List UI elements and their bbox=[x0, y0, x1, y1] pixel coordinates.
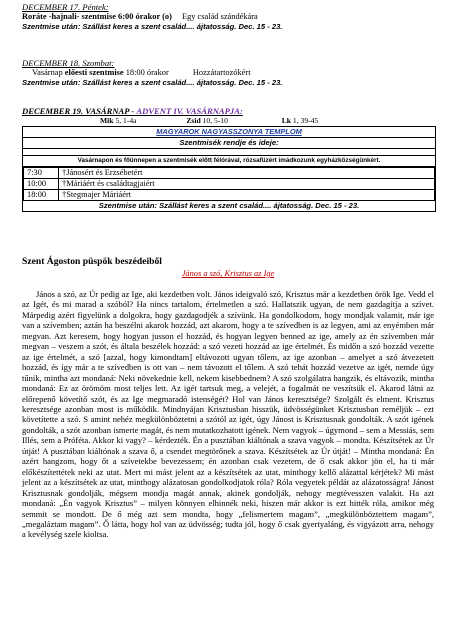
dec19-after: Szentmise után: Szállást keres a szent család.... ájtatosság. Dec. 15 - 23. bbox=[98, 201, 360, 210]
article-header bbox=[22, 256, 434, 280]
mass-intention: †Stegmajer Máriáért bbox=[59, 190, 435, 201]
table-row bbox=[24, 168, 435, 179]
reading-ref: 10, 5-10 bbox=[202, 116, 228, 125]
dec18-header: DECEMBER 18. Szombat: bbox=[22, 58, 115, 68]
mass-time: 18:00 bbox=[24, 190, 59, 201]
reading-book: Zsid bbox=[186, 116, 201, 125]
dec19-header bbox=[22, 106, 434, 116]
dec17-mass bbox=[22, 12, 434, 22]
dec17-mass-note: Egy család szándékára bbox=[181, 12, 258, 21]
article-title: Szent Ágoston püspök beszédeiből bbox=[22, 256, 162, 267]
table-row bbox=[24, 190, 435, 201]
dec18-after: Szentmise után: Szállást keres a szent család.... ájtatosság. Dec. 15 - 23. bbox=[22, 78, 283, 87]
dec17-after: Szentmise után: Szállást keres a szent család.... ájtatosság. Dec. 15 - 23. bbox=[22, 22, 283, 31]
dec18-mass-time: 18:00 órakor bbox=[125, 68, 169, 77]
dec17-mass-name: Roráte -hajnali- szentmise 6:00 órakor (o) bbox=[22, 12, 172, 21]
reading-ref: 1, 39-45 bbox=[292, 116, 319, 125]
dec19-header-main: DECEMBER 19. VASÁRNAP - bbox=[22, 106, 135, 116]
dec18-section bbox=[22, 58, 434, 88]
mass-intention: †Jánosért és Erzsébetért bbox=[59, 168, 435, 179]
mass-time: 7:30 bbox=[24, 168, 59, 179]
dec19-readings bbox=[22, 116, 434, 125]
mass-schedule-box bbox=[22, 126, 436, 212]
mass-time: 10:00 bbox=[24, 179, 59, 190]
reading-ref: 5, 1-4a bbox=[115, 116, 137, 125]
dec19-section bbox=[22, 106, 434, 125]
schedule-table bbox=[23, 167, 435, 201]
dec17-header: DECEMBER 17. Péntek: bbox=[22, 2, 109, 12]
article-body bbox=[22, 289, 434, 540]
dec19-header-advent: ADVENT IV. VASÁRNAPJA: bbox=[136, 106, 243, 116]
church-name: MAGYAROK NAGYASSZONYA TEMPLOM bbox=[23, 127, 435, 138]
table-row bbox=[24, 179, 435, 190]
schedule-title: Szentmisék rendje és ideje: bbox=[23, 138, 435, 149]
mass-intention: †Máriáért és családtagjaiért bbox=[59, 179, 435, 190]
dec18-mass bbox=[22, 68, 434, 78]
article-paragraph: János a szó, az Úr pedig az Ige, aki kezdetben volt. János ideigvaló szó, Krisztus már a kezdetben örök Ige. Vedd el az Igét, és mi marad a szóból? Ha nincs tartalom, értelmetlen a szó. Hallatszik ugyan, de nem gazdagítja a szívet. Márpedig azért figyelünk a dolgokra, hogy gazdagodjék a szívünk. Ha gondolkodom, hogy mondjak valamit, már ige van a szívemben; aztán ha beszélni akarok hozzád, azt akarom, hogy a te szívedben is az legyen, ami az enyémben már megvan. Azt keresem, hogy hogyan jusson el hozzád, és hogyan legyen benned az ige, amely az én szívemben már megvan – veszem a szót, és általa beszélek hozzád: a szó vezeti hozzád az ige értelmét. És midőn a szó hozzád vezette az ige értelmét, a szó [azzal, hogy kimondtam] eltávozott ugyan tőlem, az ige azonban – amelyet a szó átvezetett hozzád, és így már a te szívedben is ott van – nem távozott el tőlem. A szó tehát hozzád vezetve az igét, nemde úgy tűnik, mintha azt mondaná: Neki növekednie kell, nekem kisebbednem? A szó szolgálatra hangzik, és eltávozik, mintha mondaná: Ez az örömöm most teljes lett. Az igét tartsuk meg, a velejét, a fogalmát ne veszítsük el. Akarod látni az előrepenő követítő szót, és az Ige megmaradó istenségét? Hol van János keresztsége? Szolgált és elment. Krisztus keresztsége azonban most is működik. Mindnyájan Krisztusban hisszük, üdvösségünket Krisztusban reméljük – ezt követítette a szó. S amint nehéz megkülönböztetni a szótól az igét, úgy Jánost is Krisztusnak gondolták. A szót igének gondolták, a szót azonban ismerte magát, és nem mutatkozhatott igének. Nem vagyok – úgymond – sem a Messiás, sem Illés, sem a Próféta. Akkor ki vagy? – kérdezték. Én a pusztában kiáltónak a szava vagyok – mondta. Készítsétek az Úr útját! A pusztában kiáltónak a szava ő, a csendet megtörőnek a szava. Készítsétek az Úr útját! – Mintha mondaná: Én azért hangzom, hogy őt a szívetekbe bevezessem; én azonban csak vezetem, de ő csak akkor jön el, ha ti már előkészítettétek neki az utat. Mert mi mást jelent az a készítsétek az utat, minthogy kellő alázattal kérjétek? Mi mást jelent az a készítsétek az utat, minthogy alázatosan gondolkodjatok róla? Róla vegyetek példát az alázatosságra! Jánost Krisztusnak gondolják, mégsem mondja magát annak, akinek gondolják, nehogy megtévesszen valakit. Ha azt mondaná: „Én vagyok Krisztus” – milyen könnyen elhinnék neki, hiszen már akkor is ezt hitték róla, amikor még semmit se mondott. De ő még azt sem mondta, hogy „felismertem magam”, „megkülönböztettem magam”, „megaláztam magam”. Ő látta, hogy hol van az üdvösség; tudta jól, hogy ő csak gyertyaláng, és vigyázott arra, nehogy a kevélység szele kioltsa. bbox=[22, 289, 434, 540]
rosary-notice: Vasárnapon és főünnepen a szentmisék előtt félórával, rózsafüzért imádkozunk egyházközségünkért. bbox=[23, 156, 435, 167]
dec18-mass-bold: előesti szentmise bbox=[64, 68, 124, 77]
reading-book: Mik bbox=[100, 116, 114, 125]
dec18-mass-note: Hozzátartozókért bbox=[192, 68, 251, 77]
reading-book: Lk bbox=[281, 116, 292, 125]
article-subtitle: János a szó, Krisztus az Ige bbox=[181, 269, 275, 278]
dec18-mass-pre: Vasárnap bbox=[32, 68, 63, 77]
dec17-section bbox=[22, 2, 434, 32]
